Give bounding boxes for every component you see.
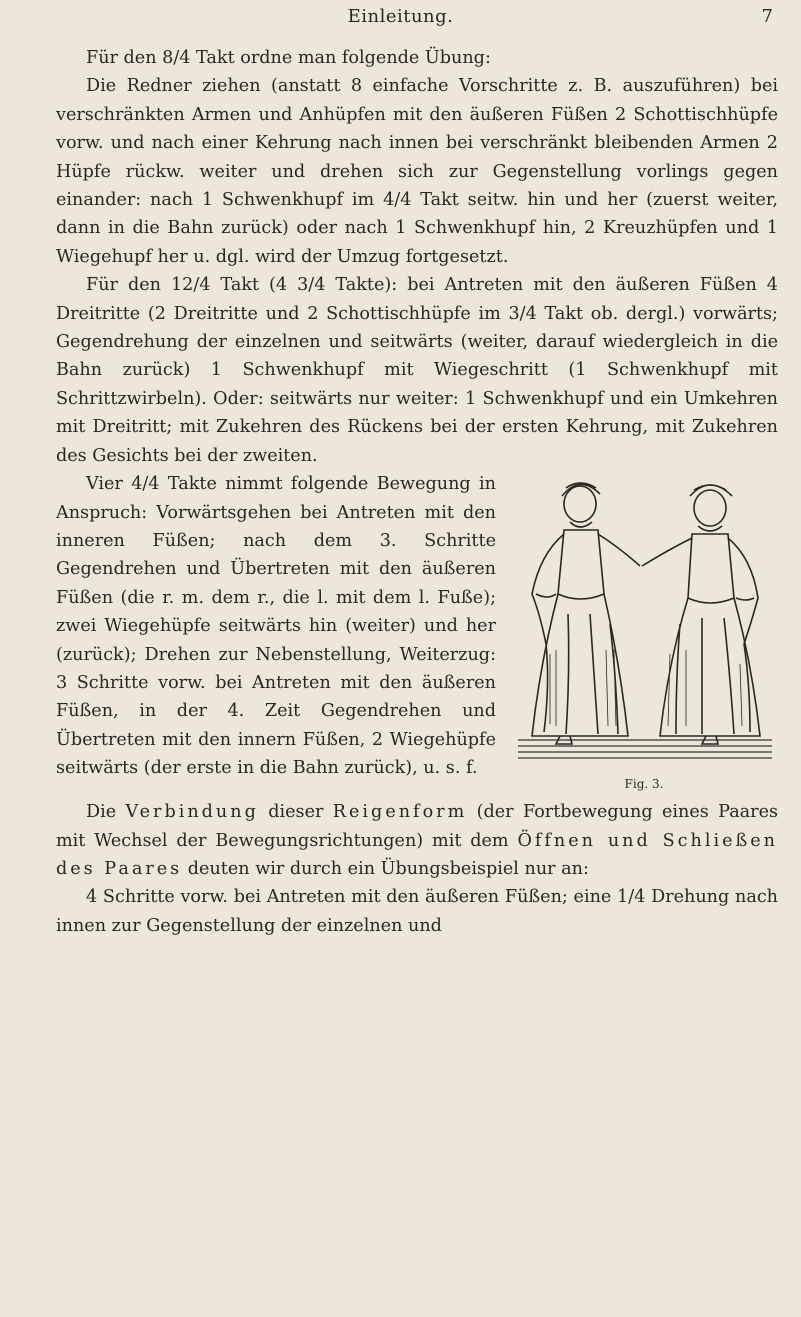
paragraph-5 <box>56 798 778 883</box>
figure-dancers <box>510 474 778 798</box>
paragraph-6: 4 Schritte vorw. bei Antreten mit den äußeren Füßen; eine 1/4 Drehung nach innen zur Gegenstellung der einzelnen und <box>56 887 778 936</box>
running-head: Einleitung. <box>347 6 454 27</box>
body-text <box>56 44 778 940</box>
paragraph-5-part-d: deuten wir durch ein Übungsbeispiel nur an: <box>187 858 589 879</box>
term-verbindung: Verbindung <box>125 802 259 823</box>
term-oeffnen-schliessen: Öffnen und Schließen des Paares <box>56 830 779 879</box>
figure-caption: Fig. 3. <box>624 776 664 791</box>
page-number: 7 <box>761 6 773 27</box>
paragraph-5-part-c: (der Fortbewegung eines Paares mit Wechsel der Bewegungsrichtungen) mit dem <box>56 802 779 851</box>
paragraph-5-part-b: dieser <box>268 802 324 823</box>
paragraph-5-part-a: Die <box>86 802 117 823</box>
paragraph-4: Vier 4/4 Takte nimmt folgende Bewegung in Anspruch: Vorwärtsgehen bei Antreten mit den inneren Füßen; nach dem 3. Schritte Gegendrehen und Übertreten mit den äußeren Füßen (die r. m. dem r., die l. mit dem l. Fuße); zwei Wiegehüpfe seitwärts hin (weiter) und her (zurück); Drehen zur Nebenstellung, Weiterzug: 3 Schritte vorw. bei Antreten mit den äußeren Füßen, in der 4. Zeit Gegendrehen und Übertreten mit den innern Füßen, 2 Wiegehüpfe seitwärts (der erste in die Bahn zurück), u. s. f. <box>56 474 496 779</box>
paragraph-2: Die Redner ziehen (anstatt 8 einfache Vorschritte z. B. auszuführen) bei verschränkten Armen und Anhüpfen mit den äußeren Füßen 2 Schottischhüpfe vorw. und nach einer Kehrung nach innen bei verschränkt bleibenden Armen 2 Hüpfe rückw. weiter und drehen sich zur Gegenstellung vorlings gegen einander: nach 1 Schwenkhupf im 4/4 Takt seitw. hin und her (zuerst weiter, dann in die Bahn zurück) oder nach 1 Schwenkhupf hin, 2 Kreuzhüpfen und 1 Wiegehupf her u. dgl. wird der Umzug fortgesetzt. <box>56 76 778 267</box>
two-dancers-illustration-icon <box>510 474 778 784</box>
term-reigenform: Reigenform <box>332 802 468 823</box>
paragraph-3: Für den 12/4 Takt (4 3/4 Takte): bei Antreten mit den äußeren Füßen 4 Dreitritte (2 Dreitritte und 2 Schottischhüpfe im 3/4 Takt ob. dergl.) vorwärts; Gegendrehung der einzelnen und seitwärts (weiter, darauf wiedergleich in die Bahn zurück) 1 Schwenkhupf mit Wiegeschritt (1 Schwenkhupf mit Schrittzwirbeln). Oder: seitwärts nur weiter: 1 Schwenkhupf und ein Umkehren mit Dreitritt; mit Zukehren des Rückens bei der ersten Kehrung, mit Zukehren des Gesichts bei der zweiten. <box>56 275 778 466</box>
paragraph-1: Für den 8/4 Takt ordne man folgende Übung: <box>86 48 491 68</box>
